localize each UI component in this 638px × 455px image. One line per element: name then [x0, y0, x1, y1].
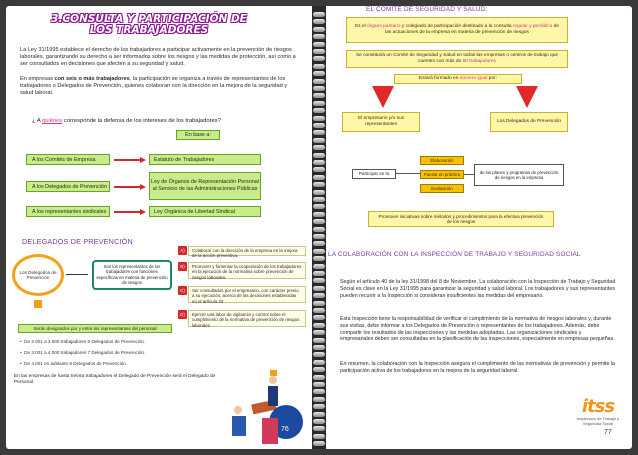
binding-ring [313, 278, 325, 283]
binding-ring [313, 397, 325, 402]
binding-ring [313, 441, 325, 446]
colaboracion-paragraph-1: Según el artículo 40 de la ley 31/1998 del 8 de Noviembre, La colaboración con la Inspección de Trabajo y Seguridad Social es clave en la Ley 31/1995 para garantizar la seguridad y salud laboral. Los trabajadores y sus representantes pueden recurrir a la Inspección si consideran insuficientes las medidas del empresario. [340, 279, 616, 299]
binding-ring [313, 227, 325, 232]
binding-ring [313, 360, 325, 365]
binding-ring [313, 330, 325, 335]
logo-text: itss [581, 396, 615, 417]
section-title: 3.CONSULTA Y PARTICIPACIÓN DE LOS TRABAJADORES [51, 13, 247, 37]
logo-caption: Inspección de Trabajo y Seguridad Social [576, 416, 620, 426]
comite-constitucion: Se constituirá un Comité de Seguridad y Salud en todas las empresas o centros de trabajo que cuenten con más de 50 trabajadores [346, 50, 568, 68]
intro-paragraph-1: La Ley 31/1995 establece el derecho de los trabajadores a participar activamente en la prevención de riesgos laborales, garantizando su derecho a ser informados sobre los riesgos y las medidas de protección, así como a ser consultados en decisiones que afecten a su seguridad y salud. [20, 47, 296, 68]
binding-ring [313, 389, 325, 394]
pill-elaboracion: Elaboración [420, 156, 464, 165]
arrow-icon [140, 157, 146, 163]
binding-ring [313, 301, 325, 306]
binding-ring [313, 382, 325, 387]
binding-ring [313, 315, 325, 320]
binding-ring [313, 249, 325, 254]
comite-heading: EL COMITÉ DE SEGURIDAD Y SALUD: [366, 6, 488, 13]
right-page [326, 6, 632, 449]
page-number-left: 76 [281, 426, 289, 433]
formado-por: Estará formado en número igual por: [394, 74, 522, 84]
binding-ring [313, 338, 325, 343]
planes-box: de los planes y programas de prevención de riesgos en la empresa [474, 164, 564, 186]
basis-estatuto: Estatuto de Trabajadores [149, 154, 261, 165]
promover-box: Promover iniciativas sobre métodos y procedimientos para la efectiva prevención de los riesgos [368, 211, 554, 227]
binding-ring [313, 264, 325, 269]
binding-ring [313, 145, 325, 150]
binding-ring [313, 167, 325, 172]
binding-ring [313, 49, 325, 54]
left-page [6, 6, 312, 449]
function-d: Ejercer una labor de vigilancia y control sobre el cumplimiento de la normativa de prevención de riesgos laborales [188, 310, 306, 327]
binding-ring [313, 419, 325, 424]
binding-ring [313, 19, 325, 24]
who-comites: A los Comités de Empresa [26, 154, 110, 165]
triangle-right-icon [516, 86, 538, 108]
binding-ring [313, 256, 325, 261]
binding-ring [313, 182, 325, 187]
down-arrow-icon [34, 300, 42, 308]
page-number-right: 77 [604, 429, 612, 436]
arrow-icon [140, 184, 146, 190]
binding-ring [313, 234, 325, 239]
binding-ring [313, 101, 325, 106]
intro-paragraph-2: En empresas con seis o más trabajadores, la participación se organiza a través de representantes de los trabajadores o Delegados de Prevención, quienes colaboran con la dirección en la mejora de la seguridad y salud laboral. [20, 76, 288, 97]
bullet-item: • De 2.001 a 3.000 trabajadores 6 Delegados de Prevención. [20, 339, 146, 344]
binding-ring [313, 352, 325, 357]
binding-ring [313, 345, 325, 350]
binding-ring [313, 367, 325, 372]
question-line: ¿ A quiénes corresponde la defensa de los intereses de los trabajadores? [32, 118, 221, 124]
binding-ring [313, 123, 325, 128]
basis-ley-organos: Ley de Órganos de Representación Personal al Servicio de las Administraciones Públicas [149, 172, 261, 200]
binding-ring [313, 42, 325, 47]
delegados-description: Son los representantes de los trabajadores con funciones específicas en materia de prevención de riesgos [92, 260, 172, 290]
binding-ring [313, 434, 325, 439]
binding-ring [313, 175, 325, 180]
pill-evaluacion: Evaluación [420, 184, 464, 193]
binding-ring [313, 138, 325, 143]
function-a: Colaborar con la dirección de la empresa en la mejora de la acción preventiva. [188, 246, 306, 256]
binding-ring [313, 130, 325, 135]
itss-logo [570, 396, 626, 427]
binding-ring [313, 93, 325, 98]
binding-ring [313, 116, 325, 121]
pill-puesta-practica: Puesta en práctica [420, 170, 464, 179]
binding-ring [313, 12, 325, 17]
binding-ring [313, 308, 325, 313]
workers-illustration [224, 356, 310, 448]
binding-ring [313, 79, 325, 84]
binding-ring [313, 204, 325, 209]
designados-box: Serán designados por y entre los representantes del personal [18, 324, 172, 333]
binding-ring [313, 293, 325, 298]
binding-ring [313, 71, 325, 76]
binding-ring [313, 219, 325, 224]
colaboracion-heading: LA COLABORACIÓN CON LA INSPECCIÓN DE TRABAJO Y SEGURIDAD SOCIAL [328, 251, 581, 258]
arrow-icon [140, 209, 146, 215]
binding-ring [313, 108, 325, 113]
binding-ring [313, 271, 325, 276]
binding-ring [313, 27, 325, 32]
member-delegados: Los Delegados de Prevención [490, 112, 568, 132]
binding-ring [313, 160, 325, 165]
en-base-label: En base a: [176, 130, 220, 140]
who-sindicales: A los representantes sindicales [26, 206, 110, 217]
binding-ring [313, 375, 325, 380]
functions-list: A) Colaborar con la dirección de la empresa en la mejora de la acción preventiva. B) Promover y fomentar la cooperación de los trabajadores en la ejecución de la normativa sobre prevención de riesgos laborales. C) Ser consultados por el empresario, con carácter previo a su ejecución, acerca de las decisiones establecidas en el artículo 33 D) Ejercer una labor de vigilancia y control sobre el cumplimiento de la normativa de prevención de riesgos laborales [178, 246, 306, 330]
triangle-left-icon [372, 86, 394, 108]
member-empresario: El empresario y/o sus representantes [342, 112, 420, 132]
colaboracion-paragraph-2: Esta Inspección tiene la responsabilidad de verificar el cumplimiento de la normativa de riesgos laborales y, durante sus visitas, debe informar a los Delegados de Prevención o representantes de los trabajadores. Además, debe compartir los resultados de las inspecciones y las medidas adoptadas. Las organizaciones sindicales y empresariales deben ser consultadas en la planificación de las inspecciones, especialmente en empresas pequeñas. [340, 316, 615, 343]
binding-ring [313, 323, 325, 328]
delegados-heading: DELEGADOS DE PREVENCIÓN [22, 237, 133, 246]
binding-ring [313, 286, 325, 291]
binding-ring [313, 190, 325, 195]
binding-ring [313, 212, 325, 217]
function-b: Promover y fomentar la cooperación de los trabajadores en la ejecución de la normativa sobre prevención de riesgos laborales. [188, 262, 306, 279]
binding-ring [313, 426, 325, 431]
binding-ring [313, 153, 325, 158]
delegados-circle: Los Delegados de Prevención [12, 254, 64, 296]
binding-ring [313, 197, 325, 202]
binding-ring [313, 64, 325, 69]
binding-ring [313, 34, 325, 39]
basis-libertad-sindical: Ley Orgánica de Libertad Sindical [149, 206, 261, 217]
bullet-item: • De 3.001 a 4.000 trabajadores 7 Delegados de Prevención. [20, 350, 146, 355]
binding-ring [313, 404, 325, 409]
spiral-binding [312, 6, 326, 449]
bullet-item: • De 4.001 en adelante 8 Delegados de Prevención. [20, 361, 128, 366]
colaboracion-paragraph-3: En resumen, la colaboración con la Inspección asegura el cumplimiento de las normativas de prevención y permite la participación activa de los trabajadores en la mejora de la seguridad laboral. [340, 361, 615, 374]
comite-definition: Es el órgano paritario y colegiado de participación destinado a la consulta regular y periódica de las actuaciones de la empresa en materia de prevención de riesgos [346, 17, 568, 43]
binding-ring [313, 86, 325, 91]
binding-ring [313, 56, 325, 61]
binding-ring [313, 412, 325, 417]
function-c: Ser consultados por el empresario, con carácter previo a su ejecución, acerca de las decisiones establecidas en el artículo 33 [188, 286, 306, 303]
binding-ring [313, 241, 325, 246]
footnote: En las empresas de hasta treinta trabajadores el Delegado de Prevención será el Delegado de Personal. [14, 374, 216, 386]
who-delegados: A los Delegados de Prevención [26, 181, 110, 192]
participar-box: Participar en la [352, 169, 396, 179]
